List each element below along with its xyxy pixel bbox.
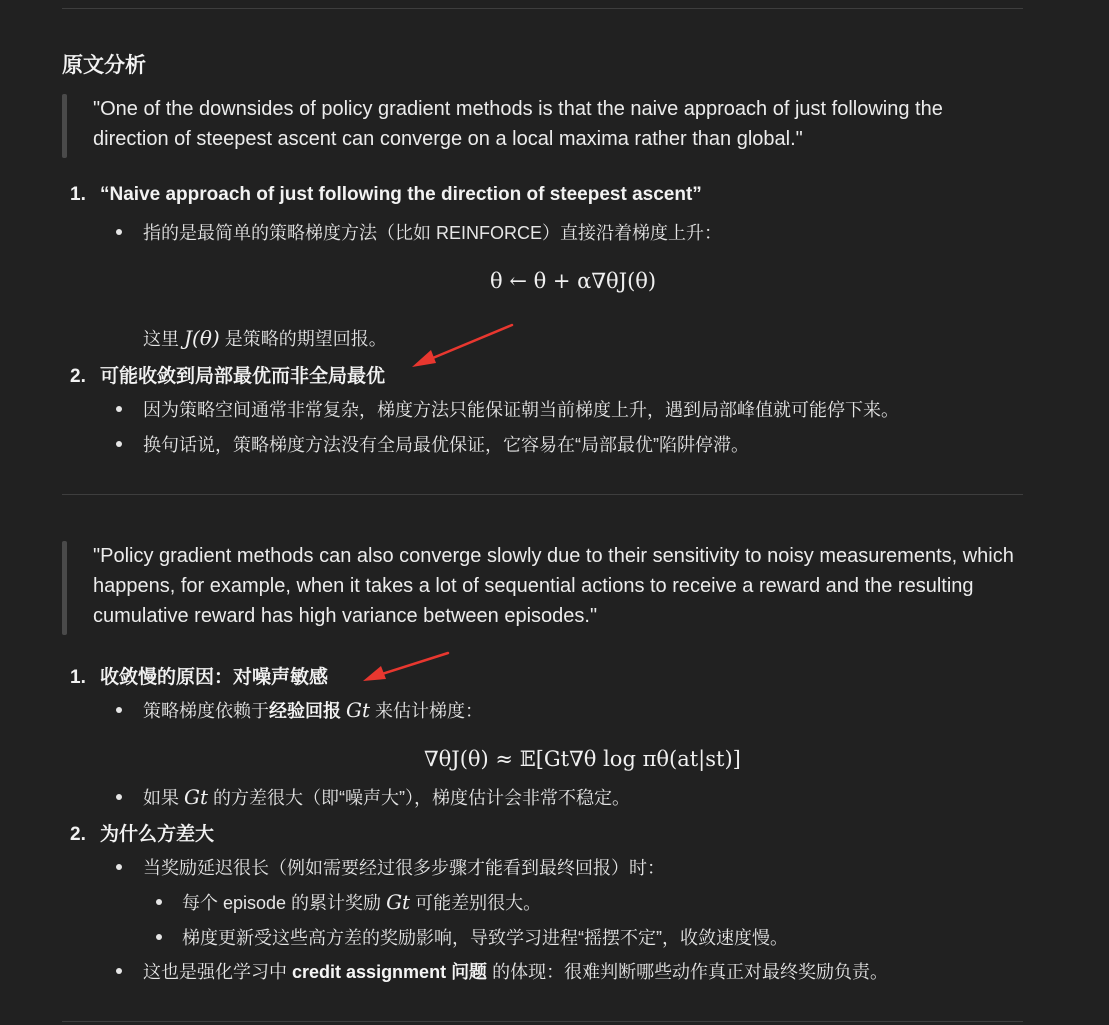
text-prefix: 策略梯度依赖于 xyxy=(143,701,269,721)
bold-term: 经验回报 xyxy=(269,701,341,721)
text-suffix: 可能差别很大。 xyxy=(410,893,542,913)
note-math: J(θ) xyxy=(184,326,220,350)
section-title: 原文分析 xyxy=(62,54,146,77)
math-Gt: Gt xyxy=(346,698,371,722)
list-title-text: 为什么方差大 xyxy=(100,824,215,845)
bold-term: credit assignment 问题 xyxy=(292,962,488,982)
list-number: 2. xyxy=(70,366,86,387)
sub-bullet-text: 梯度更新受这些高方差的奖励影响，导致学习进程“摇摆不定”，收敛速度慢。 xyxy=(182,928,788,948)
list-number: 2. xyxy=(70,824,86,845)
list-title-text: 可能收敛到局部最优而非全局最优 xyxy=(100,366,386,387)
bullet-text: 当奖励延迟很长（例如需要经过很多步骤才能看到最终回报）时： xyxy=(143,858,665,878)
text-prefix: 每个 episode 的累计奖励 xyxy=(182,893,387,913)
text-prefix: 如果 xyxy=(143,788,185,808)
note-suffix: 是策略的期望回报。 xyxy=(219,329,387,349)
math-Gt: Gt xyxy=(184,785,209,809)
text-suffix: 来估计梯度： xyxy=(370,701,484,721)
bullet-text: 指的是最简单的策略梯度方法（比如 REINFORCE）直接沿着梯度上升： xyxy=(143,223,723,243)
arrow-2-icon xyxy=(363,653,448,681)
formula-text: ∇θJ(θ) ≈ 𝔼[Gt∇θ log πθ(at|st)] xyxy=(424,747,741,771)
arrow-1-icon xyxy=(412,325,512,367)
text-prefix: 这也是强化学习中 xyxy=(143,962,293,982)
note-prefix: 这里 xyxy=(143,329,185,349)
list-number: 1. xyxy=(70,667,86,688)
text-suffix: 的方差很大（即“噪声大”），梯度估计会非常不稳定。 xyxy=(208,788,631,808)
blockquote-1: "One of the downsides of policy gradient methods is that the naive approach of just following the direction of steepest ascent can converge on a local maxima rather than global." xyxy=(93,98,943,150)
math-Gt: Gt xyxy=(386,890,411,914)
bullet-text: 换句话说，策略梯度方法没有全局最优保证，它容易在“局部最优”陷阱停滞。 xyxy=(143,435,749,455)
formula-text: θ ← θ + α∇θJ(θ) xyxy=(490,269,657,293)
blockquote-2: "Policy gradient methods can also converge slowly due to their sensitivity to noisy measurements, which happens, for example, when it takes a lot of sequential actions to receive a reward and the resulting cumulative reward has high variance between episodes." xyxy=(93,545,1014,627)
text-suffix: 的体现：很难判断哪些动作真正对最终奖励负责。 xyxy=(487,962,889,982)
list-number: 1. xyxy=(70,184,86,205)
list-title-text: 收敛慢的原因：对噪声敏感 xyxy=(100,667,329,688)
bullet-text: 因为策略空间通常非常复杂，梯度方法只能保证朝当前梯度上升，遇到局部峰值就可能停下来。 xyxy=(143,400,899,420)
list-title-text: “Naive approach of just following the direction of steepest ascent” xyxy=(100,184,702,205)
